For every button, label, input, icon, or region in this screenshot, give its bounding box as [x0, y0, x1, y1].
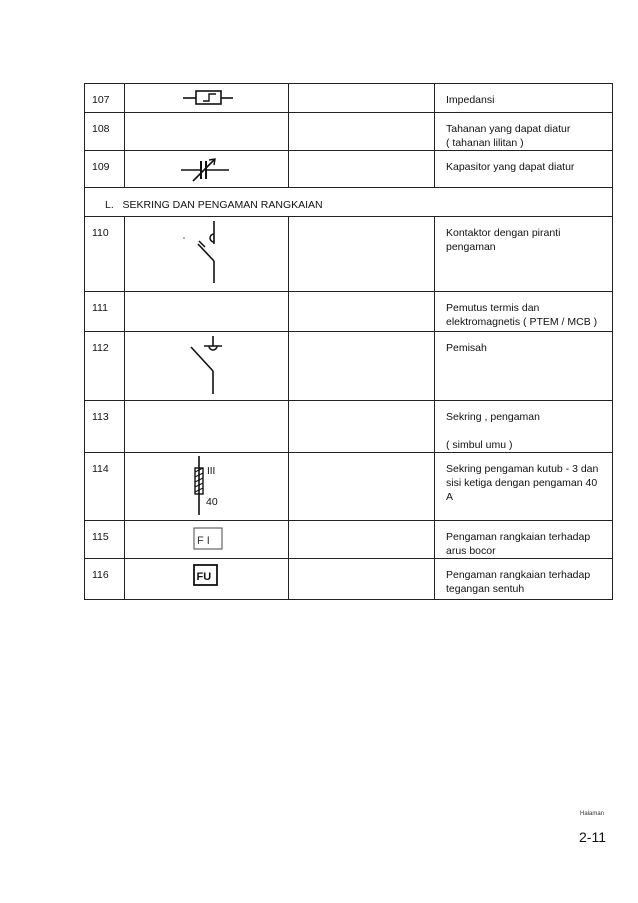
- row-description: Kapasitor yang dapat diatur: [446, 161, 575, 173]
- page-number: 2-11: [579, 829, 606, 845]
- row-number: 112: [92, 342, 109, 354]
- row-description: Pengaman rangkaian terhadap tegangan sentuh: [446, 569, 591, 595]
- table-row: [85, 217, 613, 292]
- table-row: [85, 151, 613, 188]
- fu-box-symbol-icon: [125, 559, 289, 600]
- row-number: 108: [92, 123, 110, 135]
- impedance-symbol-icon: [125, 84, 289, 113]
- section-header-row: [85, 188, 613, 217]
- row-description: Sekring pengaman kutub - 3 dan sisi ketiga dengan pengaman 40 A: [446, 463, 599, 503]
- table-row: [85, 521, 613, 559]
- row-number: 113: [92, 411, 109, 423]
- table-row: [85, 113, 613, 151]
- row-number: 110: [92, 227, 109, 239]
- row-number: 107: [92, 94, 110, 106]
- table-row: [85, 453, 613, 521]
- page-label: Halaman: [579, 811, 604, 817]
- fuse-pole-label: III: [207, 466, 216, 477]
- table-row: [85, 84, 613, 113]
- row-number: 115: [92, 531, 109, 543]
- row-description: Sekring , pengaman ( simbul umu ): [446, 411, 540, 451]
- row-description: Tahanan yang dapat diatur ( tahanan lilitan ): [446, 123, 571, 149]
- table-row: [85, 559, 613, 600]
- section-title: L. SEKRING DAN PENGAMAN RANGKAIAN: [105, 199, 323, 211]
- row-number: 114: [92, 463, 109, 475]
- three-pole-fuse-symbol-icon: [125, 453, 289, 521]
- row-description: Impedansi: [446, 94, 495, 106]
- row-number: 116: [92, 569, 109, 581]
- table-row: [85, 401, 613, 453]
- table-row: [85, 332, 613, 401]
- row-description: Pemutus termis dan elektromagnetis ( PTEM / MCB ): [446, 302, 598, 328]
- row-number: 109: [92, 161, 110, 173]
- fi-box-symbol-icon: [125, 521, 289, 559]
- row-description: Pemisah: [446, 342, 487, 354]
- row-description: Kontaktor dengan piranti pengaman: [446, 227, 561, 253]
- row-description: Pengaman rangkaian terhadap arus bocor: [446, 531, 591, 557]
- table-row: [85, 292, 613, 332]
- contactor-symbol-icon: [125, 217, 289, 292]
- fu-label: FU: [196, 571, 212, 583]
- symbol-table: [84, 83, 613, 600]
- fuse-rating-label: 40: [206, 496, 218, 508]
- row-number: 111: [92, 302, 108, 314]
- disconnector-symbol-icon: [125, 332, 289, 401]
- variable-capacitor-symbol-icon: [125, 151, 289, 188]
- fi-label: F I: [197, 535, 210, 547]
